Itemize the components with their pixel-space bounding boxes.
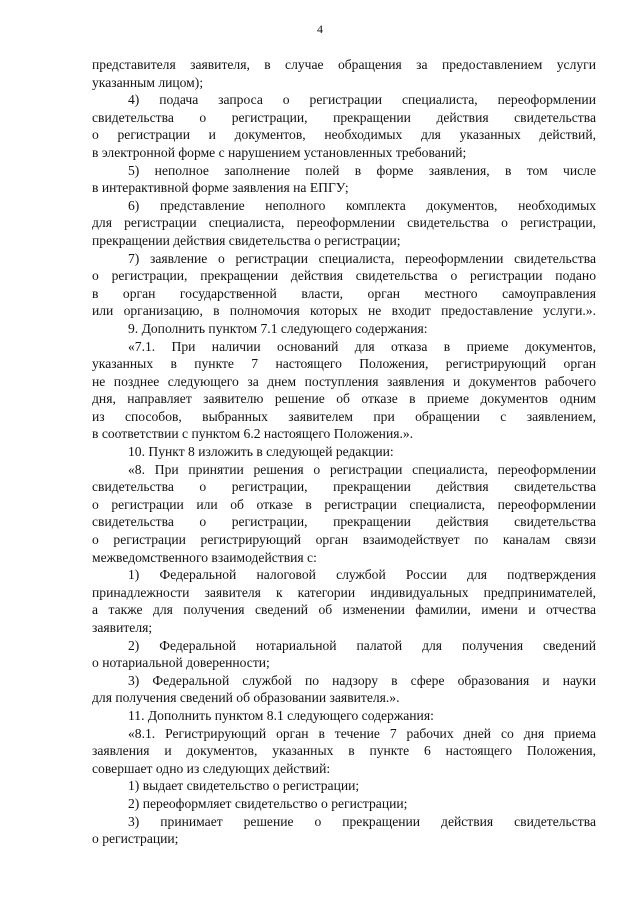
text-line: «8. При принятии решения о регистрации специалиста, переоформлении	[128, 461, 596, 477]
text-line: принадлежности заявителя к категории индивидуальных предпринимателей,	[92, 584, 596, 600]
text-line: свидетельства о регистрации, прекращении действия свидетельства	[92, 514, 596, 530]
document-body	[92, 56, 596, 848]
text-line: представителя заявителя, в случае обращения за предоставлением услуги	[92, 57, 596, 72]
text-line: 11. Дополнить пунктом 8.1 следующего содержания:	[128, 707, 434, 723]
text-line: о регистрации, прекращении действия свидетельства о регистрации подано	[92, 268, 596, 284]
text-line: 4) подача запроса о регистрации специалиста, переоформлении	[128, 92, 596, 108]
text-line: о нотариальной доверенности;	[92, 655, 270, 671]
text-line: 1) выдает свидетельство о регистрации;	[128, 778, 360, 794]
text-line: межведомственного взаимодействия с:	[92, 549, 317, 565]
text-line: а также для получения сведений об изменении фамилии, имени и отчества	[92, 602, 596, 618]
text-line: 2) Федеральной нотариальной палатой для получения сведений	[128, 637, 596, 653]
text-line: о регистрации и документов, необходимых для указанных действий,	[92, 127, 596, 143]
text-line: 10. Пункт 8 изложить в следующей редакции:	[128, 444, 394, 460]
text-line: о регистрации регистрирующий орган взаимодействует по каналам связи	[92, 532, 596, 548]
text-line: заявителя;	[92, 620, 153, 635]
page-number: 4	[317, 22, 323, 36]
text-line: в соответствии с пунктом 6.2 настоящего Положения.».	[92, 426, 414, 442]
text-line: 2) переоформляет свидетельство о регистрации;	[128, 795, 408, 811]
text-line: 3) принимает решение о прекращении действия свидетельства	[128, 813, 596, 829]
text-line: указанных в пункте 7 настоящего Положения, регистрирующий орган	[92, 356, 596, 372]
text-line: для получения сведений об образовании заявителя.».	[92, 690, 400, 706]
text-line: указанным лицом);	[92, 74, 204, 90]
text-line: «7.1. При наличии оснований для отказа в приеме документов,	[128, 338, 596, 354]
text-line: для регистрации специалиста, переоформлении свидетельства о регистрации,	[92, 215, 596, 231]
text-line: свидетельства о регистрации, прекращении действия свидетельства	[92, 109, 596, 125]
text-line: 9. Дополнить пунктом 7.1 следующего содержания:	[128, 320, 428, 336]
text-line: прекращении действия свидетельства о регистрации;	[92, 232, 401, 248]
text-line: в интерактивной форме заявления на ЕПГУ;	[92, 180, 349, 196]
text-line: в орган государственной власти, орган местного самоуправления	[92, 285, 596, 301]
text-line: 6) представление неполного комплекта документов, необходимых	[128, 197, 596, 213]
text-line: или организацию, в полномочия которых не входит предоставление услуги.».	[92, 303, 596, 319]
text-line: не позднее следующего за днем поступления заявления и документов рабочего	[92, 373, 596, 389]
text-line: свидетельства о регистрации, прекращении действия свидетельства	[92, 479, 596, 495]
text-line: дня, направляет заявителю решение об отказе в приеме документов одним	[92, 391, 596, 407]
text-line: 7) заявление о регистрации специалиста, переоформлении свидетельства	[128, 250, 596, 266]
text-line: о регистрации или об отказе в регистрации специалиста, переоформлении	[92, 496, 596, 512]
text-line: 5) неполное заполнение полей в форме заявления, в том числе	[128, 162, 596, 178]
text-line: заявления и документов, указанных в пункте 6 настоящего Положения,	[92, 743, 596, 759]
text-line: в электронной форме с нарушением установленных требований;	[92, 144, 467, 160]
text-line: о регистрации;	[92, 831, 179, 847]
text-line: 1) Федеральной налоговой службой России для подтверждения	[128, 567, 596, 583]
text-line: совершает одно из следующих действий:	[92, 760, 331, 776]
text-line: из способов, выбранных заявителем при обращении с заявлением,	[92, 408, 596, 424]
text-line: 3) Федеральной службой по надзору в сфере образования и науки	[128, 672, 596, 688]
text-line: «8.1. Регистрирующий орган в течение 7 рабочих дней со дня приема	[128, 725, 596, 741]
